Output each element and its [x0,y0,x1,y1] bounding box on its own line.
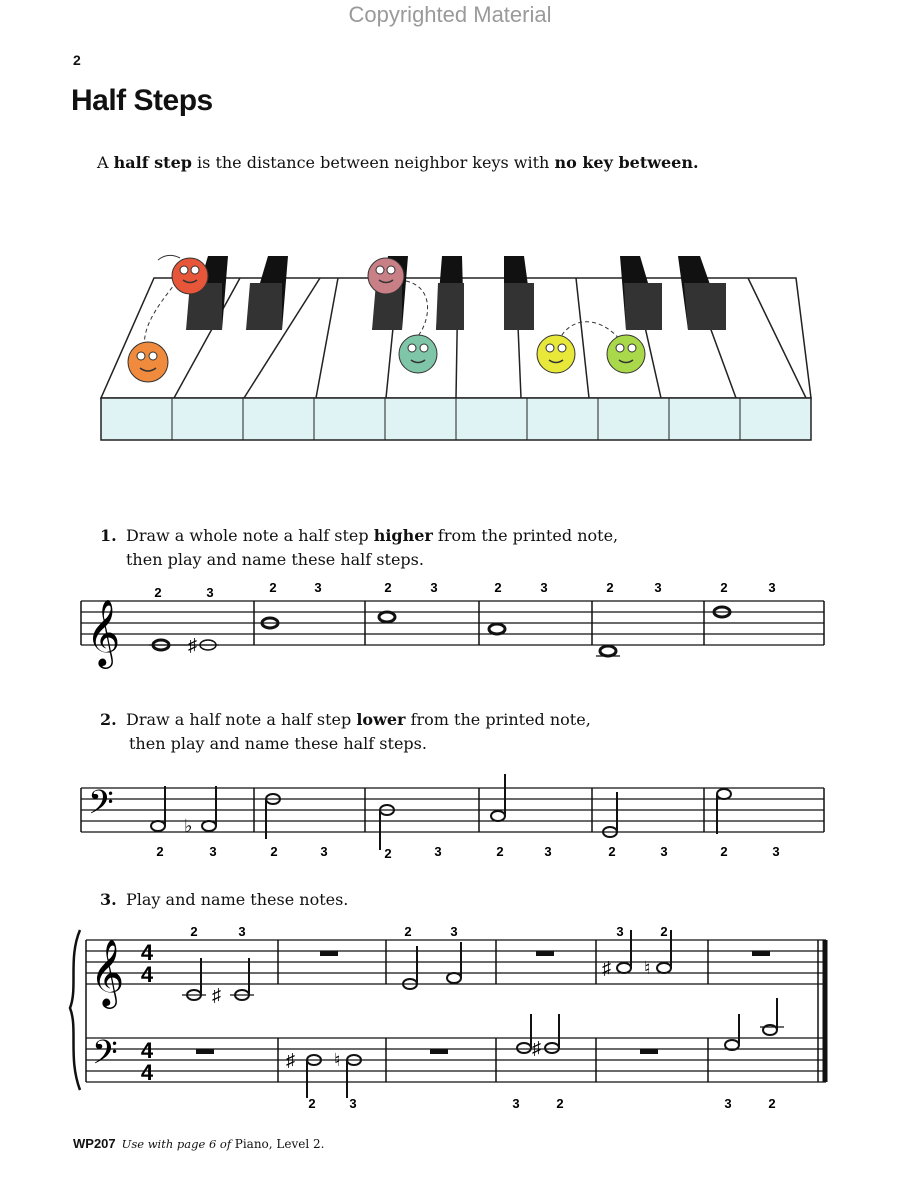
svg-text:2: 2 [384,580,392,595]
svg-text:4: 4 [140,940,154,965]
white-key-fronts [101,398,811,440]
svg-text:2: 2 [556,1096,564,1111]
exercise-1-instructions [100,524,618,572]
ledger-lines [149,645,620,656]
svg-text:2: 2 [404,924,412,939]
exercise-3-grand-staff [64,918,834,1114]
svg-text:2: 2 [720,844,728,859]
exercise-2-text-b: from the printed note, [405,710,591,729]
exercise-3-text: Play and name these notes. [126,890,349,909]
fingering-numbers-treble [190,924,667,939]
svg-text:3: 3 [206,585,214,600]
svg-text:3: 3 [349,1096,357,1111]
svg-text:2: 2 [270,844,278,859]
svg-text:3: 3 [434,844,442,859]
svg-text:3: 3 [660,844,668,859]
piano-keyboard-illustration [96,248,816,448]
svg-text:3: 3 [238,924,246,939]
whole-notes [153,607,730,656]
exercise-1-keyword: higher [373,526,433,545]
intro-text [97,153,699,172]
footer-code: WP207 [73,1136,116,1151]
svg-text:4: 4 [140,1038,154,1063]
svg-text:2: 2 [768,1096,776,1111]
svg-text:2: 2 [660,924,668,939]
svg-text:2: 2 [156,844,164,859]
intro-middle: is the distance between neighbor keys with [191,153,555,172]
half-notes [151,774,731,850]
svg-text:3: 3 [768,580,776,595]
exercise-1-staff [76,575,830,675]
page-title: Half Steps [71,84,213,117]
svg-text:2: 2 [384,846,392,861]
exercise-1-line-2: then play and name these half steps. [126,550,424,569]
footer-text-a: Use with page 6 of [121,1137,235,1151]
svg-text:2: 2 [190,924,198,939]
svg-text:♯: ♯ [532,1038,541,1058]
bass-staff-lines [86,1038,826,1082]
svg-text:3: 3 [540,580,548,595]
svg-text:3: 3 [314,580,322,595]
footer-text-b: Piano, Level 2. [234,1137,325,1151]
exercise-2-line-2: then play and name these half steps. [129,734,427,753]
page-footer [73,1136,324,1151]
svg-text:3: 3 [320,844,328,859]
copyright-watermark: Copyrighted Material [348,2,552,27]
svg-text:♯: ♯ [602,958,611,978]
exercise-2-instructions [100,708,591,756]
bass-clef: 𝄢 [88,785,114,829]
time-signature [141,940,154,1085]
exercise-2-keyword: lower [356,710,406,729]
svg-text:2: 2 [269,580,277,595]
svg-text:2: 2 [154,585,162,600]
grand-staff-brace [70,930,80,1090]
exercise-1-text-a: Draw a whole note a half step [126,526,374,545]
svg-text:3: 3 [544,844,552,859]
exercise-2-text-a: Draw a half note a half step [126,710,357,729]
sharp-sign: ♯ [188,635,197,655]
bass-clef: 𝄢 [92,1035,118,1079]
svg-text:♮: ♮ [644,958,651,978]
svg-text:4: 4 [140,962,154,987]
svg-text:3: 3 [724,1096,732,1111]
svg-text:3: 3 [450,924,458,939]
svg-text:2: 2 [308,1096,316,1111]
fingering-numbers [154,580,775,600]
exercise-2-staff [76,768,830,864]
svg-text:2: 2 [494,580,502,595]
treble-clef: 𝄞 [86,600,121,665]
black-keys [186,256,726,330]
svg-text:4: 4 [140,1060,154,1085]
svg-text:3: 3 [654,580,662,595]
bass-half-notes [307,998,784,1098]
svg-text:2: 2 [720,580,728,595]
exercise-1-number: 1. [100,526,117,545]
svg-text:3: 3 [616,924,624,939]
svg-text:2: 2 [608,844,616,859]
svg-text:♯: ♯ [286,1050,295,1070]
page-number: 2 [73,52,81,68]
svg-text:3: 3 [772,844,780,859]
svg-text:3: 3 [512,1096,520,1111]
exercise-3-number: 3. [100,890,117,909]
fingering-numbers-bass [308,1096,775,1111]
fingering-numbers [156,844,779,861]
svg-text:2: 2 [606,580,614,595]
exercise-2-number: 2. [100,710,117,729]
intro-emphasis: no key between. [554,153,699,172]
intro-prefix: A [97,153,114,172]
svg-text:2: 2 [496,844,504,859]
svg-text:3: 3 [430,580,438,595]
svg-text:♯: ♯ [212,985,221,1005]
treble-clef: 𝄞 [90,940,125,1005]
svg-text:♮: ♮ [334,1050,341,1070]
exercise-1-text-b: from the printed note, [432,526,619,545]
exercise-3-instructions [100,888,348,912]
svg-text:3: 3 [209,844,217,859]
intro-term: half step [113,153,192,172]
treble-staff-lines [86,940,826,984]
flat-sign: ♭ [184,816,193,836]
bar-lines [86,940,825,1082]
